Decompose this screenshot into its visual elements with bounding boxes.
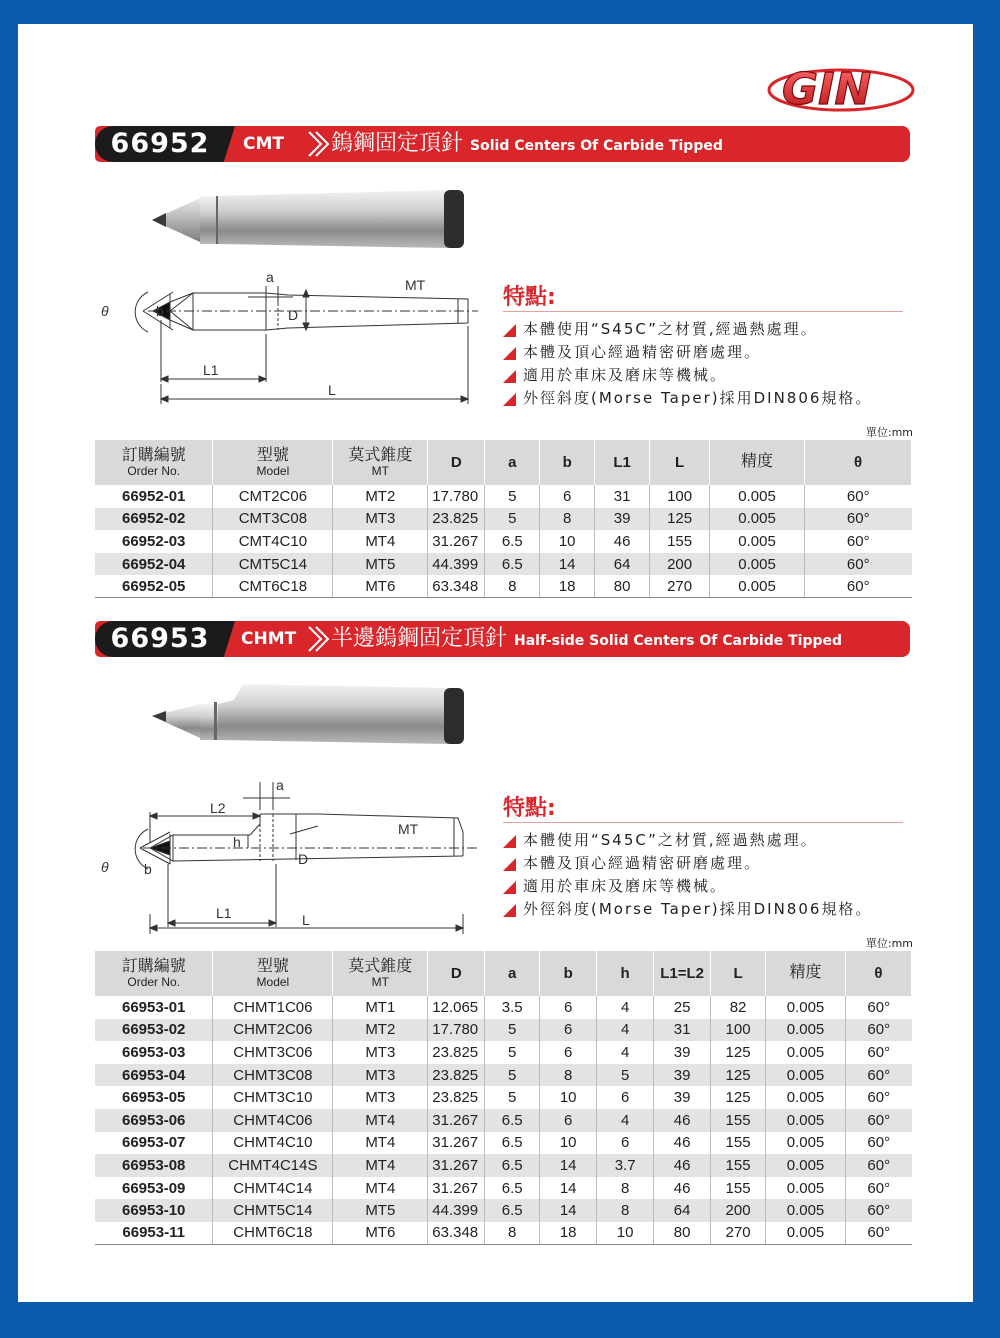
table-cell: 44.399 (428, 553, 485, 576)
table-cell: 0.005 (766, 996, 846, 1019)
table-row (95, 485, 912, 508)
table-cell: 5 (485, 1019, 540, 1042)
table-cell: 66953-06 (95, 1109, 213, 1132)
table-cell: 31.267 (428, 1154, 485, 1177)
table-cell: CHMT4C06 (213, 1109, 333, 1132)
col-order-header: 訂購編號 Order No. (95, 440, 213, 485)
table-cell: 17.780 (428, 485, 485, 508)
table-cell: 6.5 (485, 1199, 540, 1222)
dim-l-label: L (328, 382, 336, 398)
table-cell: 10 (540, 1086, 597, 1109)
table-cell: 60° (867, 1179, 891, 1197)
table-cell: 6 (540, 996, 597, 1019)
table-cell: CMT2C06 (213, 485, 333, 508)
table-cell: 6.5 (485, 530, 540, 553)
table-cell: MT4 (333, 530, 428, 553)
table-cell: 155 (711, 1177, 766, 1200)
table-cell: 0.005 (710, 530, 805, 553)
dim-d-label: D (298, 851, 309, 867)
bullet-triangle-icon (503, 324, 516, 337)
table-cell: 18 (540, 575, 595, 598)
table-cell: 14 (540, 1199, 597, 1222)
col-h-header: h (597, 951, 654, 996)
table-cell: 0.005 (710, 553, 805, 576)
table-cell: 4 (597, 1109, 654, 1132)
table-cell: 155 (711, 1154, 766, 1177)
bullet-triangle-icon (503, 347, 516, 360)
table-cell: 66953-02 (95, 1019, 213, 1042)
bullet-triangle-icon (503, 881, 516, 894)
section2-product-photo (148, 678, 473, 750)
table-cell: 66952-01 (95, 485, 213, 508)
table-cell: 66953-03 (95, 1041, 213, 1064)
table-row (95, 1177, 912, 1200)
table-cell: CHMT3C08 (213, 1064, 333, 1087)
table-cell: 6 (540, 1019, 597, 1042)
table-cell: CMT5C14 (213, 553, 333, 576)
table-cell: 155 (711, 1109, 766, 1132)
table-cell: 0.005 (766, 1086, 846, 1109)
table-cell: MT3 (333, 1041, 428, 1064)
col-b-header: b (540, 440, 595, 485)
table-cell: MT4 (333, 1132, 428, 1155)
table-cell: MT4 (333, 1154, 428, 1177)
table-cell: 5 (485, 1041, 540, 1064)
dim-h-label: h (233, 834, 241, 850)
bullet-triangle-icon (503, 835, 516, 848)
table-cell: 60° (805, 575, 912, 598)
table-cell: 10 (540, 530, 595, 553)
section2-series: CHMT (241, 629, 297, 649)
table-cell: 6.5 (485, 1154, 540, 1177)
table-cell: 0.005 (766, 1064, 846, 1087)
col-order-header: 訂購編號 Order No. (95, 951, 213, 996)
table-row (95, 1109, 912, 1132)
table-row (95, 1132, 912, 1155)
dim-d-label: D (288, 307, 299, 323)
section2-banner (95, 621, 910, 657)
table-cell: 66953-08 (95, 1154, 213, 1177)
table-cell: 31.267 (428, 1177, 485, 1200)
table-cell: 46 (595, 530, 650, 553)
table-cell: 39 (654, 1041, 711, 1064)
col-theta-header: θ (805, 440, 912, 485)
feature-item: 外徑斜度(Morse Taper)採用DIN806規格。 (503, 387, 903, 410)
table-cell: 10 (597, 1222, 654, 1245)
table-row (95, 1154, 912, 1177)
table-cell: CHMT3C10 (213, 1086, 333, 1109)
table-row (95, 530, 912, 553)
col-mt-header: 莫式錐度 MT (333, 440, 428, 485)
section2-title (331, 621, 842, 657)
section1-technical-drawing (88, 264, 488, 409)
col-l1-header: L1 (595, 440, 650, 485)
table-cell: 5 (485, 508, 540, 531)
table-cell: 14 (540, 553, 595, 576)
col-a-header: a (485, 951, 540, 996)
table-cell: 46 (654, 1109, 711, 1132)
col-d-header: D (428, 951, 485, 996)
table-row (95, 1086, 912, 1109)
table-row (95, 575, 912, 598)
gin-logo (766, 60, 916, 116)
section2-features (503, 791, 903, 921)
table-cell: 6 (540, 1109, 597, 1132)
table-cell: 6 (540, 1041, 597, 1064)
table-cell: CHMT4C10 (213, 1132, 333, 1155)
table-cell: 6.5 (485, 1109, 540, 1132)
table-cell: MT4 (333, 1109, 428, 1132)
table-cell: 66953-11 (95, 1222, 213, 1245)
table-cell: 4 (597, 1019, 654, 1042)
dim-mt-label: MT (405, 277, 426, 293)
table-cell: 66953-01 (95, 996, 213, 1019)
bullet-triangle-icon (503, 370, 516, 383)
table-cell: 6 (540, 485, 595, 508)
table-cell: 125 (650, 508, 710, 531)
table-cell: 0.005 (766, 1019, 846, 1042)
section1-features (503, 280, 903, 410)
table-cell: 66952-03 (95, 530, 213, 553)
col-mt-header: 莫式錐度 MT (333, 951, 428, 996)
table-cell: 82 (711, 996, 766, 1019)
table-cell: CHMT1C06 (213, 996, 333, 1019)
table-cell: 60° (845, 1154, 911, 1177)
section1-banner (95, 126, 910, 162)
table-cell: 0.005 (766, 1222, 846, 1245)
section1-title-zh: 鎢鋼固定頂針 (331, 131, 464, 156)
table-cell: 125 (711, 1064, 766, 1087)
table-cell: 14 (540, 1154, 597, 1177)
table-cell: 155 (650, 530, 710, 553)
section2-title-en: Half-side Solid Centers Of Carbide Tipped (514, 633, 842, 649)
feature-item: 適用於車床及磨床等機械。 (503, 364, 903, 387)
table-cell: 60° (867, 1089, 891, 1107)
table-cell: CHMT2C06 (213, 1019, 333, 1042)
table-cell: 31.267 (428, 1132, 485, 1155)
table-cell: 60° (845, 1019, 911, 1042)
table-cell: 3.7 (597, 1154, 654, 1177)
table-cell: 8 (540, 508, 595, 531)
feature-item: 本體及頂心經過精密研磨處理。 (503, 341, 903, 364)
table-cell: 39 (654, 1086, 711, 1109)
section2-unit: 單位:mm (865, 937, 913, 950)
table-cell: 0.005 (766, 1199, 846, 1222)
section2-overall-length-dim (148, 914, 488, 936)
table-cell: CMT3C08 (213, 508, 333, 531)
table-cell: MT5 (333, 1199, 428, 1222)
section2-spec-table (95, 951, 912, 1245)
table-cell: 60° (845, 1064, 911, 1087)
table-cell: MT3 (333, 508, 428, 531)
table-cell: 4 (597, 1041, 654, 1064)
table-row (95, 1019, 912, 1042)
table-cell: 6.5 (485, 553, 540, 576)
table-cell: 12.065 (428, 996, 485, 1019)
col-theta-header: θ (845, 951, 911, 996)
table-cell: 63.348 (428, 575, 485, 598)
table-cell: 200 (711, 1199, 766, 1222)
table-cell: 0.005 (710, 508, 805, 531)
dim-a-label: a (276, 777, 284, 793)
section2-title-zh: 半邊鎢鋼固定頂針 (331, 626, 508, 651)
feature-item: 本體及頂心經過精密研磨處理。 (503, 852, 903, 875)
table-cell: 60° (867, 1134, 891, 1152)
table-cell: CHMT6C18 (213, 1222, 333, 1245)
table-cell: 5 (485, 1064, 540, 1087)
table-cell: 200 (650, 553, 710, 576)
table-cell: 18 (540, 1222, 597, 1245)
table-cell: CHMT5C14 (213, 1199, 333, 1222)
table-cell: 60° (867, 998, 891, 1016)
table-cell: 0.005 (710, 575, 805, 598)
section1-series: CMT (243, 134, 284, 154)
table-cell: 31 (595, 485, 650, 508)
table-row (95, 1222, 912, 1245)
table-cell: 0.005 (766, 1132, 846, 1155)
col-d-header: D (428, 440, 485, 485)
table-cell: CMT4C10 (213, 530, 333, 553)
feature-item: 外徑斜度(Morse Taper)採用DIN806規格。 (503, 898, 903, 921)
table-cell: 4 (597, 996, 654, 1019)
table-cell: CMT6C18 (213, 575, 333, 598)
table-cell: 8 (485, 575, 540, 598)
table-cell: 60° (845, 1199, 911, 1222)
dim-mt-label: MT (398, 821, 419, 837)
feature-item: 本體使用“S45C”之材質,經過熱處理。 (503, 318, 903, 341)
table-row (95, 996, 912, 1019)
table-cell: 80 (595, 575, 650, 598)
table-cell: 125 (711, 1041, 766, 1064)
table-cell: 25 (654, 996, 711, 1019)
table-row (95, 1064, 912, 1087)
table-cell: 66952-04 (95, 553, 213, 576)
table-cell: 60° (805, 508, 912, 531)
table-row (95, 1199, 912, 1222)
col-l1l2-header: L1=L2 (654, 951, 711, 996)
table-cell: 66953-05 (95, 1086, 213, 1109)
section1-title (331, 126, 723, 162)
section1-features-title: 特點: (503, 280, 903, 312)
section1-product-photo (148, 182, 473, 254)
dim-l-label: L (302, 914, 310, 928)
feature-item: 適用於車床及磨床等機械。 (503, 875, 903, 898)
table-cell: 46 (654, 1132, 711, 1155)
chevron-right-icon (305, 625, 333, 653)
table-cell: 6 (597, 1132, 654, 1155)
table-cell: 6 (597, 1086, 654, 1109)
table-cell: MT2 (333, 1019, 428, 1042)
section1-spec-table (95, 440, 912, 598)
section1-title-en: Solid Centers Of Carbide Tipped (470, 138, 723, 154)
table-cell: 60° (845, 1109, 911, 1132)
logo-text: GIN (782, 64, 872, 115)
table-cell: MT4 (333, 1177, 428, 1200)
table-cell: 66953-10 (95, 1199, 213, 1222)
table-cell: 6.5 (485, 1132, 540, 1155)
table-cell: MT3 (333, 1064, 428, 1087)
table-cell: 31.267 (428, 530, 485, 553)
table-cell: 0.005 (766, 1109, 846, 1132)
dim-l1-label: L1 (216, 905, 232, 921)
table-cell: 23.825 (428, 508, 485, 531)
table-cell: 60° (845, 1222, 911, 1245)
table-cell: 63.348 (428, 1222, 485, 1245)
dim-b-label: b (156, 303, 164, 319)
table-cell: 5 (485, 1086, 540, 1109)
table-cell: 31 (654, 1019, 711, 1042)
col-l-header: L (650, 440, 710, 485)
table-cell: 6.5 (485, 1177, 540, 1200)
table-cell: CHMT4C14 (213, 1177, 333, 1200)
table-row (95, 553, 912, 576)
dim-theta-label: θ (101, 303, 109, 319)
table-cell: 60° (805, 553, 912, 576)
table-cell: 0.005 (766, 1041, 846, 1064)
table-cell: 64 (654, 1199, 711, 1222)
table-cell: 80 (654, 1222, 711, 1245)
table-cell: 23.825 (428, 1041, 485, 1064)
section1-code: 66952 (110, 128, 210, 159)
table-cell: MT3 (333, 1086, 428, 1109)
table-cell: 39 (654, 1064, 711, 1087)
col-precision-header: 精度 (710, 440, 805, 485)
table-cell: 5 (485, 485, 540, 508)
col-model-header: 型號 Model (213, 951, 333, 996)
dim-theta-label: θ (101, 859, 109, 875)
table-cell: 8 (540, 1064, 597, 1087)
table-cell: MT1 (333, 996, 428, 1019)
table-cell: 8 (485, 1222, 540, 1245)
table-cell: CHMT4C14S (213, 1154, 333, 1177)
table-cell: MT5 (333, 553, 428, 576)
section2-technical-drawing (78, 752, 488, 927)
table-cell: 10 (540, 1132, 597, 1155)
table-cell: MT2 (333, 485, 428, 508)
table-cell: 60° (846, 487, 870, 505)
table-cell: 0.005 (766, 1154, 846, 1177)
dim-a-label: a (266, 269, 274, 285)
col-a-header: a (485, 440, 540, 485)
section2-features-title: 特點: (503, 791, 903, 823)
bullet-triangle-icon (503, 393, 516, 406)
table-cell: 270 (711, 1222, 766, 1245)
bullet-triangle-icon (503, 904, 516, 917)
table-cell: 66952-05 (95, 575, 213, 598)
table-cell: 8 (597, 1199, 654, 1222)
table-cell: 46 (654, 1177, 711, 1200)
table-cell: 23.825 (428, 1086, 485, 1109)
table-cell: 8 (597, 1177, 654, 1200)
table-row (95, 508, 912, 531)
table-cell: 66952-02 (95, 508, 213, 531)
table-cell: 3.5 (485, 996, 540, 1019)
col-l-header: L (711, 951, 766, 996)
col-b-header: b (540, 951, 597, 996)
table-cell: 60° (846, 532, 870, 550)
table-cell: 31.267 (428, 1109, 485, 1132)
table-cell: 0.005 (766, 1177, 846, 1200)
bullet-triangle-icon (503, 858, 516, 871)
table-cell: 66953-07 (95, 1132, 213, 1155)
table-cell: 0.005 (710, 485, 805, 508)
table-cell: 270 (650, 575, 710, 598)
table-cell: 39 (595, 508, 650, 531)
table-cell: 64 (595, 553, 650, 576)
table-cell: 44.399 (428, 1199, 485, 1222)
table-cell: 14 (540, 1177, 597, 1200)
table-cell: 17.780 (428, 1019, 485, 1042)
table-cell: 66953-09 (95, 1177, 213, 1200)
table-cell: 66953-04 (95, 1064, 213, 1087)
table-cell: 60° (867, 1043, 891, 1061)
dim-l1-label: L1 (203, 362, 219, 378)
table-cell: 155 (711, 1132, 766, 1155)
table-cell: 125 (711, 1086, 766, 1109)
section2-code: 66953 (110, 623, 210, 654)
table-cell: CHMT3C06 (213, 1041, 333, 1064)
table-cell: 100 (711, 1019, 766, 1042)
chevron-right-icon (305, 130, 333, 158)
table-cell: 23.825 (428, 1064, 485, 1087)
table-cell: MT6 (333, 1222, 428, 1245)
table-row (95, 1041, 912, 1064)
catalog-page (18, 24, 973, 1302)
table-cell: 46 (654, 1154, 711, 1177)
col-precision-header: 精度 (766, 951, 846, 996)
col-model-header: 型號 Model (213, 440, 333, 485)
dim-l2-label: L2 (210, 800, 226, 816)
dim-b-label: b (144, 861, 152, 877)
section1-unit: 單位:mm (865, 426, 913, 439)
table-cell: 5 (597, 1064, 654, 1087)
feature-item: 本體使用“S45C”之材質,經過熱處理。 (503, 829, 903, 852)
table-cell: 100 (650, 485, 710, 508)
table-cell: MT6 (333, 575, 428, 598)
